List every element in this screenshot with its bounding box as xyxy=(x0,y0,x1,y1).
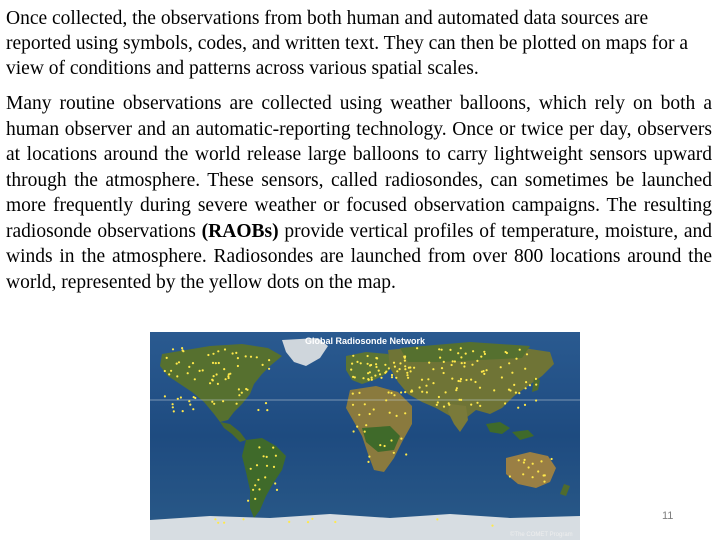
station-dot xyxy=(362,377,364,379)
station-dot xyxy=(540,460,542,462)
station-dot xyxy=(532,463,534,465)
station-dot xyxy=(508,362,510,364)
station-dot xyxy=(518,392,520,394)
station-dot xyxy=(454,360,456,362)
station-dot xyxy=(455,389,457,391)
station-dot xyxy=(436,518,438,520)
station-dot xyxy=(164,395,166,397)
station-dot xyxy=(288,521,290,523)
station-dot xyxy=(214,518,216,520)
station-dot xyxy=(257,479,259,481)
station-dot xyxy=(403,356,405,358)
station-dot xyxy=(524,368,526,370)
station-dot xyxy=(535,399,537,401)
station-dot xyxy=(519,349,521,351)
station-dot xyxy=(443,406,445,408)
station-dot xyxy=(491,525,493,527)
station-dot xyxy=(188,400,190,402)
station-dot xyxy=(528,466,530,468)
station-dot xyxy=(501,376,503,378)
station-dot xyxy=(209,382,211,384)
station-dot xyxy=(193,396,195,398)
station-dot xyxy=(543,481,545,483)
station-dot xyxy=(436,404,438,406)
station-dot xyxy=(437,401,439,403)
station-dot xyxy=(421,379,423,381)
station-dot xyxy=(421,391,423,393)
station-dot xyxy=(223,368,225,370)
station-dot xyxy=(460,378,462,380)
station-dot xyxy=(354,376,356,378)
station-dot xyxy=(395,377,397,379)
station-dot xyxy=(371,377,373,379)
station-dot xyxy=(213,403,215,405)
station-dot xyxy=(525,387,527,389)
station-dot xyxy=(394,366,396,368)
station-dot xyxy=(493,389,495,391)
station-dot xyxy=(216,373,218,375)
station-dot xyxy=(384,364,386,366)
station-dot xyxy=(479,405,481,407)
station-dot xyxy=(264,476,266,478)
station-dot xyxy=(172,348,174,350)
station-dot xyxy=(460,356,462,358)
station-dot xyxy=(307,521,309,523)
station-dot xyxy=(396,415,398,417)
station-dot xyxy=(486,369,488,371)
station-dot xyxy=(465,379,467,381)
station-dot xyxy=(380,377,382,379)
station-dot xyxy=(217,383,219,385)
station-dot xyxy=(399,368,401,370)
station-dot xyxy=(212,353,214,355)
station-dot xyxy=(483,351,485,353)
station-dot xyxy=(364,403,366,405)
station-dot xyxy=(273,466,275,468)
station-dot xyxy=(223,522,225,524)
station-dot xyxy=(245,388,247,390)
station-dot xyxy=(367,461,369,463)
station-dot xyxy=(353,430,355,432)
station-dot xyxy=(459,380,461,382)
station-dot xyxy=(218,362,220,364)
station-dot xyxy=(406,374,408,376)
station-dot xyxy=(518,459,520,461)
station-dot xyxy=(224,348,226,350)
station-dot xyxy=(176,363,178,365)
station-dot xyxy=(217,522,219,524)
station-dot xyxy=(400,391,402,393)
station-dot xyxy=(509,475,511,477)
station-dot xyxy=(413,367,415,369)
station-dot xyxy=(426,391,428,393)
station-dot xyxy=(379,444,381,446)
station-dot xyxy=(500,366,502,368)
station-dot xyxy=(526,353,528,355)
station-dot xyxy=(266,465,268,467)
station-dot xyxy=(242,518,244,520)
station-dot xyxy=(180,396,182,398)
station-dot xyxy=(525,381,527,383)
station-dot xyxy=(352,404,354,406)
station-dot xyxy=(247,500,249,502)
station-dot xyxy=(405,453,407,455)
station-dot xyxy=(448,402,450,404)
station-dot xyxy=(470,379,472,381)
station-dot xyxy=(390,439,392,441)
station-dot xyxy=(236,403,238,405)
station-dot xyxy=(164,370,166,372)
station-dot xyxy=(506,352,508,354)
station-dot xyxy=(439,357,441,359)
station-dot xyxy=(443,361,445,363)
map-title: Global Radiosonde Network xyxy=(304,336,426,346)
station-dot xyxy=(470,404,472,406)
station-dot xyxy=(508,389,510,391)
station-dot xyxy=(463,365,465,367)
station-dot xyxy=(441,367,443,369)
station-dot xyxy=(194,378,196,380)
station-dot xyxy=(408,367,410,369)
station-dot xyxy=(202,369,204,371)
station-dot xyxy=(404,412,406,414)
intro-paragraph: Once collected, the observations from both human and automated data sources are reported using symbols, codes, and written text. They can then be plotted on maps for a view of conditions and patterns across various spatial scales. xyxy=(6,8,688,79)
station-dot xyxy=(229,373,231,375)
station-dot xyxy=(441,349,443,351)
station-dot xyxy=(474,381,476,383)
slide-number: 11 xyxy=(662,510,674,522)
station-dot xyxy=(482,370,484,372)
station-dot xyxy=(457,352,459,354)
station-dot xyxy=(168,373,170,375)
station-dot xyxy=(232,352,234,354)
station-dot xyxy=(268,359,270,361)
station-dot xyxy=(456,387,458,389)
station-dot xyxy=(178,361,180,363)
station-dot xyxy=(211,401,213,403)
station-dot xyxy=(356,426,358,428)
station-dot xyxy=(256,356,258,358)
station-dot xyxy=(256,464,258,466)
station-dot xyxy=(268,368,270,370)
station-dot xyxy=(360,362,362,364)
station-dot xyxy=(257,409,259,411)
station-dot xyxy=(460,347,462,349)
raobs-term: (RAOBs) xyxy=(201,220,279,242)
station-dot xyxy=(465,353,467,355)
station-dot xyxy=(250,356,252,358)
station-dot xyxy=(352,355,354,357)
station-dot xyxy=(410,370,412,372)
station-dot xyxy=(404,365,406,367)
station-dot xyxy=(471,364,473,366)
station-dot xyxy=(432,382,434,384)
station-dot xyxy=(384,372,386,374)
station-dot xyxy=(211,379,213,381)
station-dot xyxy=(374,375,376,377)
station-dot xyxy=(452,360,454,362)
station-dot xyxy=(188,366,190,368)
station-dot xyxy=(207,354,209,356)
station-dot xyxy=(263,455,265,457)
station-dot xyxy=(266,409,268,411)
station-dot xyxy=(476,402,478,404)
station-dot xyxy=(404,391,406,393)
station-dot xyxy=(479,387,481,389)
station-dot xyxy=(352,393,354,395)
station-dot xyxy=(484,353,486,355)
station-dot xyxy=(378,370,380,372)
station-dot xyxy=(356,361,358,363)
station-dot xyxy=(445,391,447,393)
station-dot xyxy=(379,373,381,375)
station-dot xyxy=(373,408,375,410)
station-dot xyxy=(404,360,406,362)
station-dot xyxy=(365,424,367,426)
global-radiosonde-network-map xyxy=(150,332,580,540)
station-dot xyxy=(367,363,369,365)
station-dot xyxy=(166,357,168,359)
station-dot xyxy=(254,498,256,500)
station-dot xyxy=(461,362,463,364)
station-dot xyxy=(480,356,482,358)
station-dot xyxy=(258,446,260,448)
station-dot xyxy=(225,378,227,380)
station-dot xyxy=(515,358,517,360)
station-dot xyxy=(187,372,189,374)
station-dot xyxy=(276,489,278,491)
station-dot xyxy=(245,355,247,357)
station-dot xyxy=(274,482,276,484)
station-dot xyxy=(173,410,175,412)
station-dot xyxy=(391,374,393,376)
station-dot xyxy=(272,447,274,449)
station-dot xyxy=(451,364,453,366)
station-dot xyxy=(472,350,474,352)
station-dot xyxy=(535,378,537,380)
station-dot xyxy=(212,362,214,364)
station-dot xyxy=(438,348,440,350)
station-dot xyxy=(400,438,402,440)
station-dot xyxy=(532,476,534,478)
station-dot xyxy=(391,376,393,378)
station-dot xyxy=(388,367,390,369)
station-dot xyxy=(237,365,239,367)
station-dot xyxy=(275,455,277,457)
station-dot xyxy=(189,404,191,406)
station-dot xyxy=(192,408,194,410)
station-dot xyxy=(396,370,398,372)
station-dot xyxy=(334,521,336,523)
station-dot xyxy=(411,389,413,391)
station-dot xyxy=(222,400,224,402)
station-dot xyxy=(375,363,377,365)
station-dot xyxy=(483,373,485,375)
station-dot xyxy=(393,362,395,364)
station-dot xyxy=(393,452,395,454)
station-dot xyxy=(182,410,184,412)
station-dot xyxy=(504,402,506,404)
station-dot xyxy=(358,414,360,416)
station-dot xyxy=(385,399,387,401)
station-dot xyxy=(476,360,478,362)
station-dot xyxy=(237,357,239,359)
station-dot xyxy=(524,459,526,461)
station-dot xyxy=(238,388,240,390)
station-dot xyxy=(369,364,371,366)
station-dot xyxy=(368,456,370,458)
map-credit: ©The COMET Program xyxy=(510,532,573,538)
station-dot xyxy=(254,484,256,486)
station-dot xyxy=(425,385,427,387)
station-dot xyxy=(515,392,517,394)
station-dot xyxy=(511,372,513,374)
station-dot xyxy=(369,371,371,373)
station-dot xyxy=(192,362,194,364)
station-dot xyxy=(177,398,179,400)
station-dot xyxy=(213,375,215,377)
station-dot xyxy=(350,369,352,371)
station-dot xyxy=(176,375,178,377)
station-dot xyxy=(172,403,174,405)
station-dot xyxy=(199,370,201,372)
station-dot xyxy=(388,391,390,393)
station-dot xyxy=(368,379,370,381)
station-dot xyxy=(170,370,172,372)
station-dot xyxy=(428,362,430,364)
station-dot xyxy=(265,402,267,404)
radiosonde-paragraph-part1: Many routine observations are collected using weather balloons, which rely on both a human observer and an automatic-reporting technology. Once or twice per day, observers at locations around the world release large balloons to carry lightweight sensors upward through the atmosphere. These sensors, called radiosondes, can sometimes be launched more frequently during severe weather or focused observation campaigns. The resulting radiosonde observations xyxy=(6,93,712,242)
station-dot xyxy=(457,380,459,382)
station-dot xyxy=(228,377,230,379)
station-dot xyxy=(419,386,421,388)
station-dot xyxy=(375,366,377,368)
station-dot xyxy=(311,518,313,520)
station-dot xyxy=(399,362,401,364)
station-dot xyxy=(258,488,260,490)
station-dot xyxy=(367,355,369,357)
station-dot xyxy=(432,368,434,370)
station-dot xyxy=(438,396,440,398)
station-dot xyxy=(369,413,371,415)
station-dot xyxy=(371,379,373,381)
station-dot xyxy=(513,384,515,386)
station-dot xyxy=(443,372,445,374)
station-dot xyxy=(529,384,531,386)
station-dot xyxy=(427,378,429,380)
radiosonde-paragraph-part2: provide vertical profiles of temperature, moisture, and winds in the atmosphere. Radiosondes are launched from over 800 locations around the world, represented by the yellow dots on the map. xyxy=(6,220,712,293)
station-dot xyxy=(266,456,268,458)
station-dot xyxy=(250,468,252,470)
station-dot xyxy=(537,470,539,472)
station-dot xyxy=(384,445,386,447)
station-dot xyxy=(523,461,525,463)
station-dot xyxy=(524,404,526,406)
station-dot xyxy=(404,368,406,370)
station-dot xyxy=(407,377,409,379)
station-dot xyxy=(460,399,462,401)
station-dot xyxy=(406,372,408,374)
station-dot xyxy=(217,350,219,352)
station-dot xyxy=(235,352,237,354)
station-dot xyxy=(544,474,546,476)
station-dot xyxy=(181,347,183,349)
station-dot xyxy=(416,347,418,349)
station-dot xyxy=(393,394,395,396)
station-dot xyxy=(451,378,453,380)
station-dot xyxy=(351,363,353,365)
station-dot xyxy=(238,394,240,396)
station-dot xyxy=(389,412,391,414)
station-dot xyxy=(182,349,184,351)
station-dot xyxy=(464,362,466,364)
station-dot xyxy=(364,431,366,433)
station-dot xyxy=(172,406,174,408)
station-dot xyxy=(252,489,254,491)
station-dot xyxy=(551,458,553,460)
station-dot xyxy=(522,473,524,475)
station-dot xyxy=(241,392,243,394)
station-dot xyxy=(449,349,451,351)
station-dot xyxy=(262,364,264,366)
radiosonde-paragraph xyxy=(6,91,712,295)
station-dot xyxy=(215,362,217,364)
station-dot xyxy=(376,357,378,359)
station-dot xyxy=(390,392,392,394)
station-dot xyxy=(535,384,537,386)
world-map-image xyxy=(150,332,580,540)
station-dot xyxy=(358,392,360,394)
station-dot xyxy=(517,407,519,409)
